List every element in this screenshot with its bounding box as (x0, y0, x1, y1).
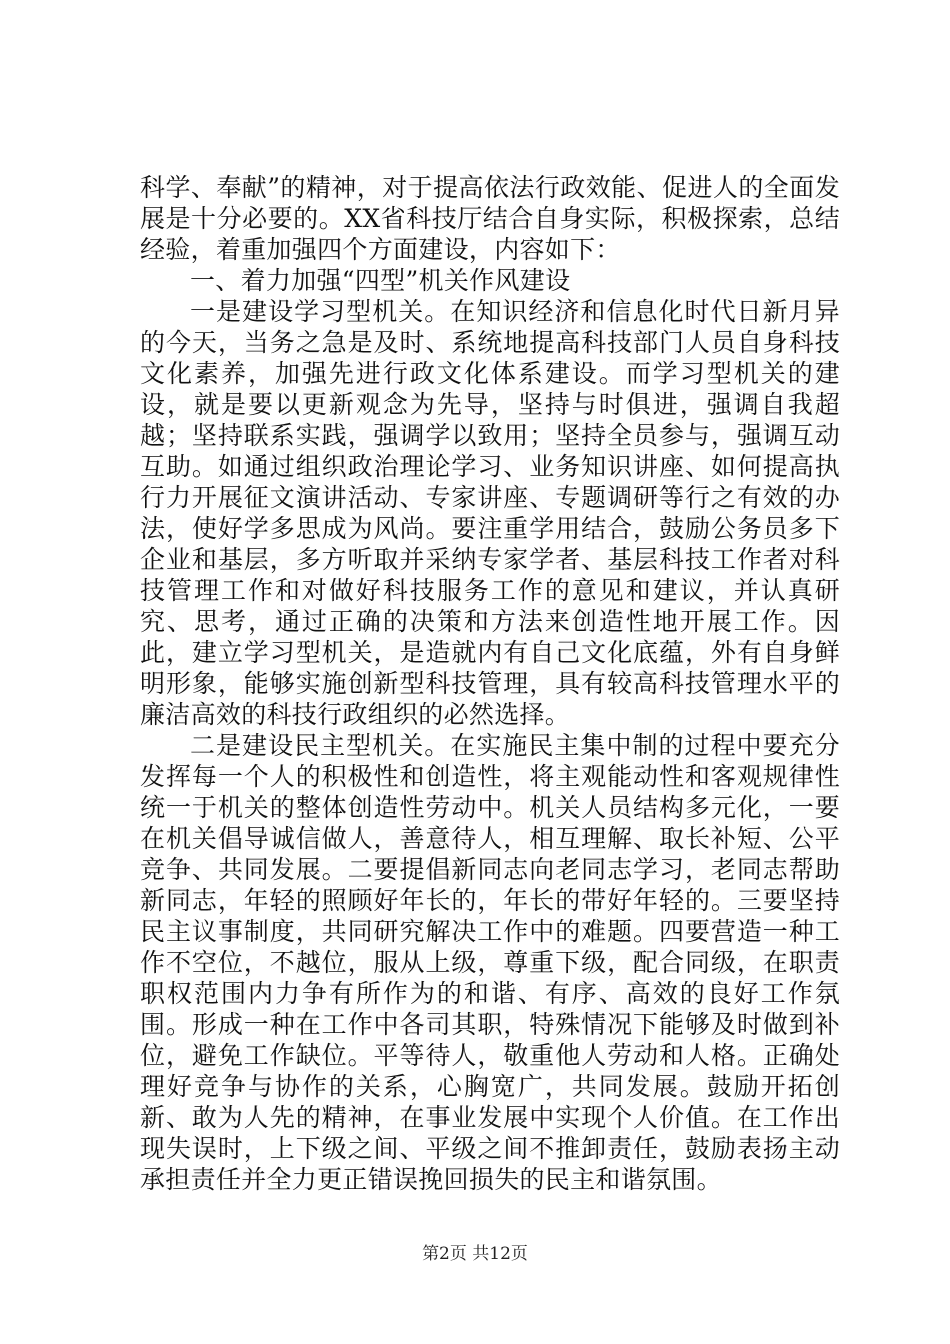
section-heading: 一、着力加强“四型”机关作风建设 (190, 266, 571, 295)
document-body (140, 172, 840, 1195)
paragraph-learning-organization: 一是建设学习型机关。在知识经济和信息化时代日新月异的今天，当务之急是及时、系统地提高科技部门人员自身科技文化素养，加强先进行政文化体系建设。而学习型机关的建设，就是要以更新观念为先导，坚持与时俱进，强调自我超越；坚持联系实践，强调学以致用；坚持全员参与，强调互动互助。如通过组织政治理论学习、业务知识讲座、如何提高执行力开展征文演讲活动、专家讲座、专题调研等行之有效的办法，使好学多思成为风尚。要注重学用结合，鼓励公务员多下企业和基层，多方听取并采纳专家学者、基层科技工作者对科技管理工作和对做好科技服务工作的意见和建议，并认真研究、思考，通过正确的决策和方法来创造性地开展工作。因此，建立学习型机关，是造就内有自己文化底蕴，外有自身鲜明形象，能够实施创新型科技管理，具有较高科技管理水平的廉洁高效的科技行政组织的必然选择。 (140, 297, 840, 729)
page-number-footer: 第2页 共12页 (422, 1244, 528, 1264)
paragraph-intro-continuation: 科学、奉献”的精神，对于提高依法行政效能、促进人的全面发展是十分必要的。XX省科技厅结合自身实际，积极探索，总结经验，着重加强四个方面建设，内容如下： (140, 173, 840, 264)
paragraph-democratic-organization: 二是建设民主型机关。在实施民主集中制的过程中要充分发挥每一个人的积极性和创造性，将主观能动性和客观规律性统一于机关的整体创造性劳动中。机关人员结构多元化，一要在机关倡导诚信做人，善意待人，相互理解、取长补短、公平竞争、共同发展。二要提倡新同志向老同志学习，老同志帮助新同志，年轻的照顾好年长的，年长的带好年轻的。三要坚持民主议事制度，共同研究解决工作中的难题。四要营造一种工作不空位，不越位，服从上级，尊重下级，配合同级，在职责职权范围内力争有所作为的和谐、有序、高效的良好工作氛围。形成一种在工作中各司其职，特殊情况下能够及时做到补位，避免工作缺位。平等待人，敬重他人劳动和人格。正确处理好竞争与协作的关系，心胸宽广，共同发展。鼓励开拓创新、敢为人先的精神，在事业发展中实现个人价值。在工作出现失误时，上下级之间、平级之间不推卸责任，鼓励表扬主动承担责任并全力更正错误挽回损失的民主和谐氛围。 (140, 731, 840, 1194)
